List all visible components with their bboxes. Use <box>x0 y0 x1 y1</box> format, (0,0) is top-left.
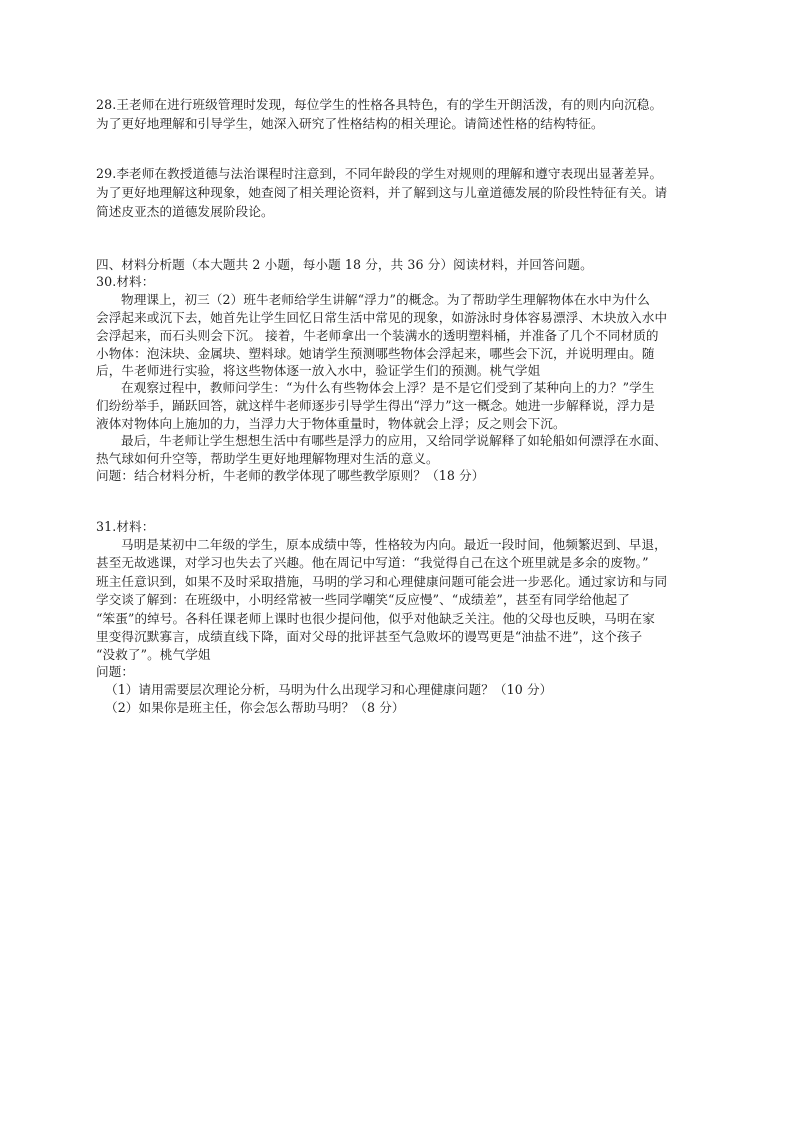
q31-p1-line-4: 学交谈了解到：在班级中，小明经常被一些同学嘲笑“反应慢”、“成绩差”，甚至有同学给他起了 <box>96 592 630 607</box>
q30-p1-line-4: 小物体：泡沫块、金属块、塑料球。她请学生预测哪些物体会浮起来，哪些会下沉，并说明理由。随 <box>96 346 655 361</box>
q30-p1-line-2: 会浮起来或沉下去，她首先让学生回忆日常生活中常见的现象，如游泳时身体容易漂浮、木块放入水中 <box>96 310 668 325</box>
q31-sub-question-2: （2）如果你是班主任，你会怎么帮助马明？（8 分） <box>105 700 405 715</box>
q29-line-2: 为了更好地理解这种现象，她查阅了相关理论资料，并了解到这与儿童道德发展的阶段性特征有关。请 <box>96 185 668 200</box>
q31-p1-line-6: 里变得沉默寡言，成绩直线下降，面对父母的批评甚至气急败坏的谩骂更是“油盐不进”，这个孩子 <box>96 629 643 644</box>
q30-p3-line-1: 最后，牛老师让学生想想生活中有哪些是浮力的应用，又给同学说解释了如轮船如何漂浮在水面、 <box>121 433 667 448</box>
q31-p1-line-2: 甚至无故逃课，对学习也失去了兴趣。他在周记中写道：“我觉得自己在这个班里就是多余的废物。” <box>96 555 649 570</box>
section4-heading: 四、材料分析题（本大题共 2 小题，每小题 18 分，共 36 分）阅读材料，并回答问题。 <box>96 257 593 272</box>
q30-p1-line-1: 物理课上，初三（2）班牛老师给学生讲解“浮力”的概念。为了帮助学生理解物体在水中为什么 <box>121 292 650 307</box>
q29-line-3: 简述皮亚杰的道德发展阶段论。 <box>96 204 274 219</box>
q31-p1-line-3: 班主任意识到，如果不及时采取措施，马明的学习和心理健康问题可能会进一步恶化。通过家访和与同 <box>96 574 668 589</box>
q31-p1-line-5: “笨蛋”的绰号。各科任课老师上课时也很少提问他，似乎对他缺乏关注。他的父母也反映，马明在家 <box>96 611 655 626</box>
q30-question: 问题：结合材料分析，牛老师的教学体现了哪些教学原则？（18 分） <box>96 468 485 483</box>
q31-p1-line-1: 马明是某初中二年级的学生，原本成绩中等，性格较为内向。最近一段时间，他频繁迟到、早退， <box>121 537 667 552</box>
q30-p1-line-3: 会浮起来，而石头则会下沉。 接着，牛老师拿出一个装满水的透明塑料桶，并准备了几个不同材质的 <box>96 328 659 343</box>
q29-line-1: 29.李老师在教授道德与法治课程时注意到，不同年龄段的学生对规则的理解和遵守表现出显著差异。 <box>96 166 663 181</box>
q31-p1-line-7: “没救了”。桃气学姐 <box>96 647 211 662</box>
q30-p1-line-5: 后，牛老师进行实验，将这些物体逐一放入水中，验证学生们的预测。桃气学姐 <box>96 363 541 378</box>
q30-p2-line-2: 们纷纷举手，踊跃回答，就这样牛老师逐步引导学生得出“浮力”这一概念。她进一步解释说，浮力是 <box>96 398 655 413</box>
q30-label: 30.材料： <box>96 274 155 289</box>
q31-sub-question-1: （1）请用需要层次理论分析，马明为什么出现学习和心理健康问题？（10 分） <box>105 682 553 697</box>
q30-p2-line-1: 在观察过程中，教师问学生：“为什么有些物体会上浮？是不是它们受到了某种向上的力？”学生 <box>121 380 655 395</box>
q31-label: 31.材料： <box>96 519 155 534</box>
q28-line-2: 为了更好地理解和引导学生，她深入研究了性格结构的相关理论。请简述性格的结构特征。 <box>96 116 604 131</box>
q30-p3-line-2: 热气球如何升空等，帮助学生更好地理解物理对生活的意义。 <box>96 451 439 466</box>
q28-line-1: 28.王老师在进行班级管理时发现，每位学生的性格各具特色，有的学生开朗活泼，有的则内向沉稳。 <box>96 97 663 112</box>
q30-p2-line-3: 液体对物体向上施加的力，当浮力大于物体重量时，物体就会上浮；反之则会下沉。 <box>96 416 566 431</box>
q31-question-label: 问题： <box>96 664 135 679</box>
